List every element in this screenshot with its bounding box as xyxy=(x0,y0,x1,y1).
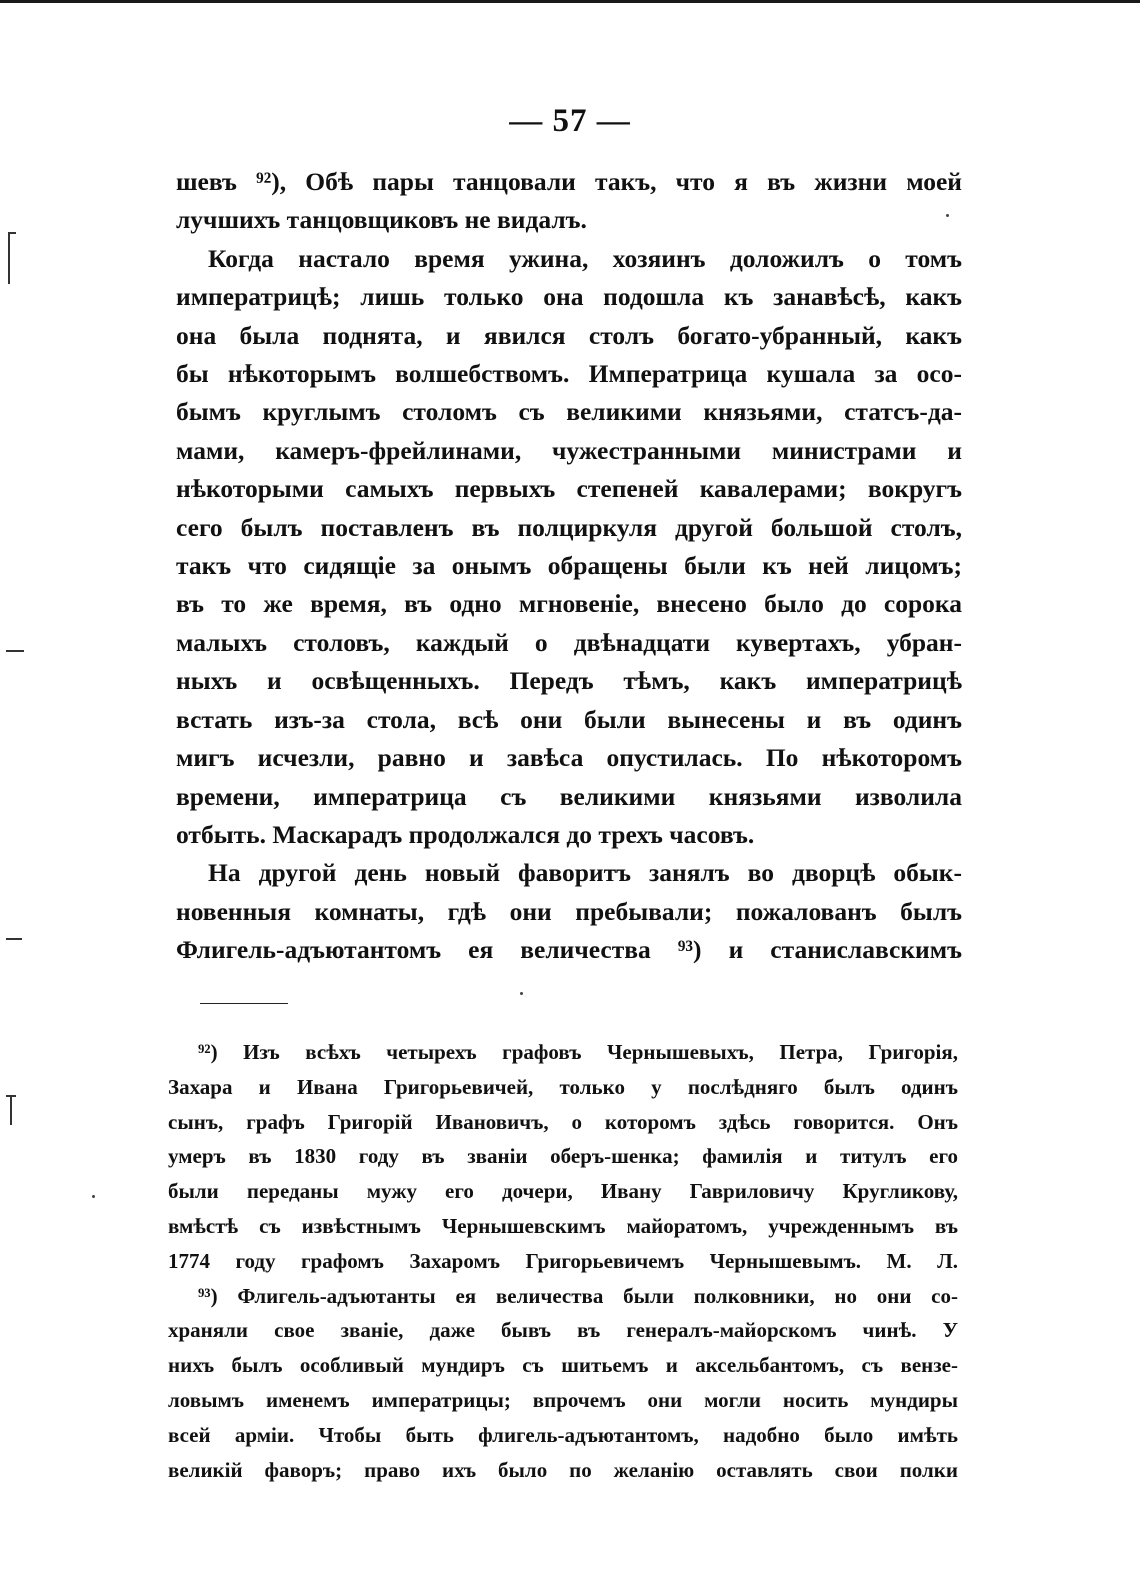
text-line: она была поднята, и явился столъ богато-убранный, какъ xyxy=(176,320,962,350)
page-number: — 57 — xyxy=(509,103,631,139)
footnote-line: ловымъ именемъ императрицы; впрочемъ они могли носить мундиры xyxy=(168,1387,958,1412)
margin-bracket-mark xyxy=(8,232,10,284)
text-line: такъ что сидящіе за онымъ обращены были къ ней лицомъ; xyxy=(176,551,962,581)
main-text-body xyxy=(176,163,962,970)
footnote-line: храняли свое званіе, даже бывъ въ генералъ-майорскомъ чинѣ. У xyxy=(168,1318,958,1343)
text-line: бымъ круглымъ столомъ съ великими князьями, статсъ-да- xyxy=(176,397,962,427)
text-line: новенныя комнаты, гдѣ они пребывали; пожалованъ былъ xyxy=(176,896,962,926)
text-line: ныхъ и освѣщенныхъ. Передъ тѣмъ, какъ императрицѣ xyxy=(176,666,962,696)
text-line: встать изъ-за стола, всѣ они были вынесены и въ одинъ xyxy=(176,704,962,734)
margin-bracket-mark xyxy=(8,232,16,234)
footnote-92 xyxy=(168,1035,958,1279)
paragraph xyxy=(176,163,962,240)
scan-speck xyxy=(92,1195,95,1198)
text-line: мигъ исчезли, равно и завѣса опустилась. По нѣкоторомъ xyxy=(176,743,962,773)
footnote-line: нихъ былъ особливый мундиръ съ шитьемъ и аксельбантомъ, съ вензе- xyxy=(168,1353,958,1378)
footnote-separator xyxy=(200,1003,288,1004)
margin-bracket-mark xyxy=(6,1095,16,1097)
text-line: лучшихъ танцовщиковъ не видалъ. xyxy=(176,205,587,235)
footnote-line: всей арміи. Чтобы быть флигель-адъютантомъ, надобно было имѣть xyxy=(168,1422,958,1447)
footnote-line: великій фаворъ; право ихъ было по желанію оставлять свои полки xyxy=(168,1457,958,1482)
paragraph xyxy=(176,854,962,969)
footnote-line: 1774 году графомъ Захаромъ Григорьевичемъ Чернышевымъ. М. Л. xyxy=(168,1248,958,1273)
footnote-line: были переданы мужу его дочери, Ивану Гавриловичу Кругликову, xyxy=(168,1179,958,1204)
footnote-line: ⁹²) Изъ всѣхъ четырехъ графовъ Чернышевыхъ, Петра, Григорія, xyxy=(198,1040,958,1064)
footnotes xyxy=(168,1035,958,1487)
paragraph xyxy=(176,240,962,855)
text-line: бы нѣкоторымъ волшебствомъ. Императрица кушала за осо- xyxy=(176,359,962,389)
footnote-line: умеръ въ 1830 году въ званіи оберъ-шенка; фамилія и титулъ его xyxy=(168,1144,958,1169)
margin-dash-mark xyxy=(6,650,24,652)
text-line: Когда настало время ужина, хозяинъ доложилъ о томъ xyxy=(208,243,962,273)
margin-bracket-mark xyxy=(10,1095,12,1125)
text-line: времени, императрица съ великими князьями изволила xyxy=(176,781,962,811)
footnote-line: Захара и Ивана Григорьевичей, только у послѣдняго былъ одинъ xyxy=(168,1074,958,1099)
footnote-line: вмѣстѣ съ извѣстнымъ Чернышевскимъ майоратомъ, учрежденнымъ въ xyxy=(168,1213,958,1238)
scan-speck xyxy=(520,992,523,995)
text-line: въ то же время, въ одно мгновеніе, внесено было до сорока xyxy=(176,589,962,619)
text-line: Флигель-адъютантомъ ея величества ⁹³) и станиславскимъ xyxy=(176,935,962,965)
text-line: малыхъ столовъ, каждый о двѣнадцати кувертахъ, убран- xyxy=(176,627,962,657)
text-line: императрицѣ; лишь только она подошла къ занавѣсѣ, какъ xyxy=(176,282,962,312)
text-line: сего былъ поставленъ въ полциркуля другой большой столъ, xyxy=(176,512,962,542)
text-line: На другой день новый фаворитъ занялъ во дворцѣ обык- xyxy=(208,858,962,888)
text-line: нѣкоторыми самыхъ первыхъ степеней кавалерами; вокругъ xyxy=(176,474,962,504)
footnote-line: сынъ, графъ Григорій Ивановичъ, о которомъ здѣсь говорится. Онъ xyxy=(168,1109,958,1134)
footnote-93 xyxy=(168,1279,958,1488)
top-border-rule xyxy=(0,0,1140,3)
text-line: мами, камеръ-фрейлинами, чужестранными министрами и xyxy=(176,435,962,465)
text-line: отбыть. Маскарадъ продолжался до трехъ часовъ. xyxy=(176,819,755,849)
margin-dash-mark xyxy=(6,938,22,940)
text-line: шевъ ⁹²), Обѣ пары танцовали такъ, что я въ жизни моей xyxy=(176,167,962,196)
footnote-line: ⁹³) Флигель-адъютанты ея величества были полковники, но они со- xyxy=(198,1283,958,1308)
